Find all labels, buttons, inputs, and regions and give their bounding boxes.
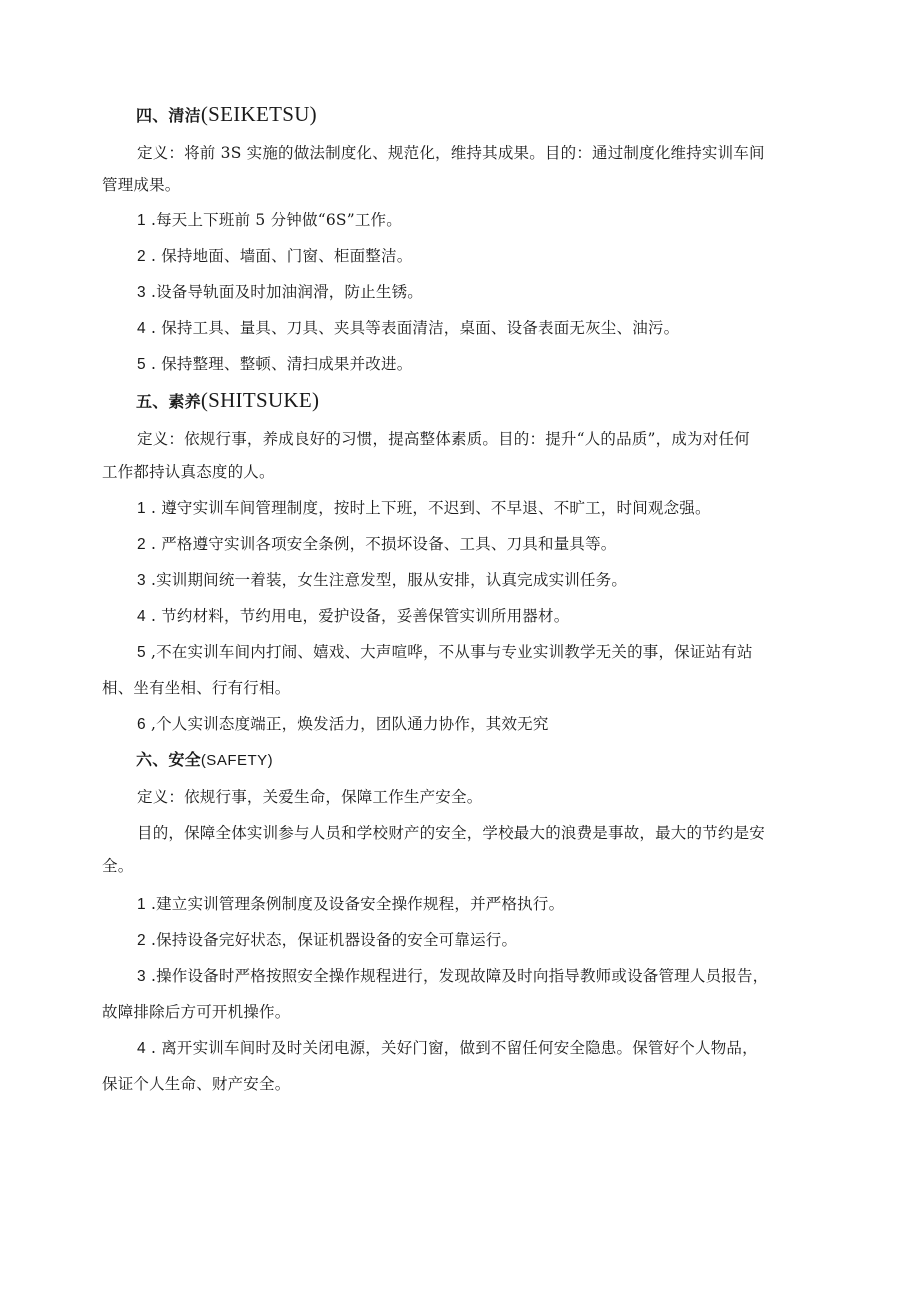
section-4-heading	[136, 104, 317, 126]
section-6-purpose-line-2: 全。	[102, 857, 134, 875]
section-4-heading-cn: 四、清洁	[136, 106, 201, 125]
section-5-item-6: 6 ,个人实训态度端正，焕发活力，团队通力协作，其效无究	[137, 715, 549, 733]
section-6-heading	[136, 750, 273, 771]
section-4-definition-line-1: 定义：将前 3S 实施的做法制度化、规范化，维持其成果。目的：通过制度化维持实训车间	[137, 144, 765, 162]
section-5-heading	[136, 390, 319, 412]
section-4-definition-line-2: 管理成果。	[102, 176, 181, 194]
section-4-item-3: 3 .设备导轨面及时加油润滑，防止生锈。	[137, 283, 423, 301]
section-5-definition-line-2: 工作都持认真态度的人。	[102, 463, 275, 481]
section-4-item-5: 5 . 保持整理、整顿、清扫成果并改进。	[137, 355, 413, 373]
section-5-item-5-continued: 相、坐有坐相、行有行相。	[102, 679, 291, 697]
section-6-purpose-line-1: 目的，保障全体实训参与人员和学校财产的安全，学校最大的浪费是事故，最大的节约是安	[137, 824, 766, 842]
section-4-item-4: 4 . 保持工具、量具、刀具、夹具等表面清洁，桌面、设备表面无灰尘、油污。	[137, 319, 680, 337]
section-6-item-3-continued: 故障排除后方可开机操作。	[102, 1003, 291, 1021]
section-5-heading-cn: 五、素养	[136, 392, 201, 411]
section-5-heading-en: (SHITSUKE)	[200, 388, 320, 412]
section-5-item-4: 4 . 节约材料，节约用电，爱护设备，妥善保管实训所用器材。	[137, 607, 570, 625]
section-6-item-1: 1 .建立实训管理条例制度及设备安全操作规程，并严格执行。	[137, 895, 565, 913]
section-5-item-5: 5 ,不在实训车间内打闹、嬉戏、大声喧哗，不从事与专业实训教学无关的事，保证站有站	[137, 643, 753, 661]
section-6-item-2: 2 .保持设备完好状态，保证机器设备的安全可靠运行。	[137, 931, 518, 949]
section-4-heading-en: (SEIKETSU)	[200, 102, 317, 126]
section-4-item-2: 2 . 保持地面、墙面、门窗、柜面整洁。	[137, 247, 413, 265]
section-5-definition-line-1: 定义：依规行事，养成良好的习惯，提高整体素质。目的：提升“人的品质”，成为对任何	[137, 430, 750, 448]
section-4-item-1: 1 .每天上下班前 5 分钟做“6S”工作。	[137, 211, 402, 229]
section-5-item-2: 2 . 严格遵守实训各项安全条例，不损坏设备、工具、刀具和量具等。	[137, 535, 617, 553]
section-6-heading-cn: 六、安全	[136, 750, 201, 769]
section-6-item-4-continued: 保证个人生命、财产安全。	[102, 1075, 291, 1093]
section-6-item-4: 4 . 离开实训车间时及时关闭电源，关好门窗，做到不留任何安全隐患。保管好个人物品，	[137, 1039, 758, 1057]
section-6-definition: 定义：依规行事，关爱生命，保障工作生产安全。	[137, 788, 483, 806]
section-5-item-3: 3 .实训期间统一着装，女生注意发型，服从安排，认真完成实训任务。	[137, 571, 628, 589]
section-6-heading-en: (SAFETY)	[200, 752, 274, 769]
section-6-item-3: 3 .操作设备时严格按照安全操作规程进行，发现故障及时向指导教师或设备管理人员报告，	[137, 967, 769, 985]
section-5-item-1: 1 . 遵守实训车间管理制度，按时上下班，不迟到、不早退、不旷工，时间观念强。	[137, 499, 711, 517]
